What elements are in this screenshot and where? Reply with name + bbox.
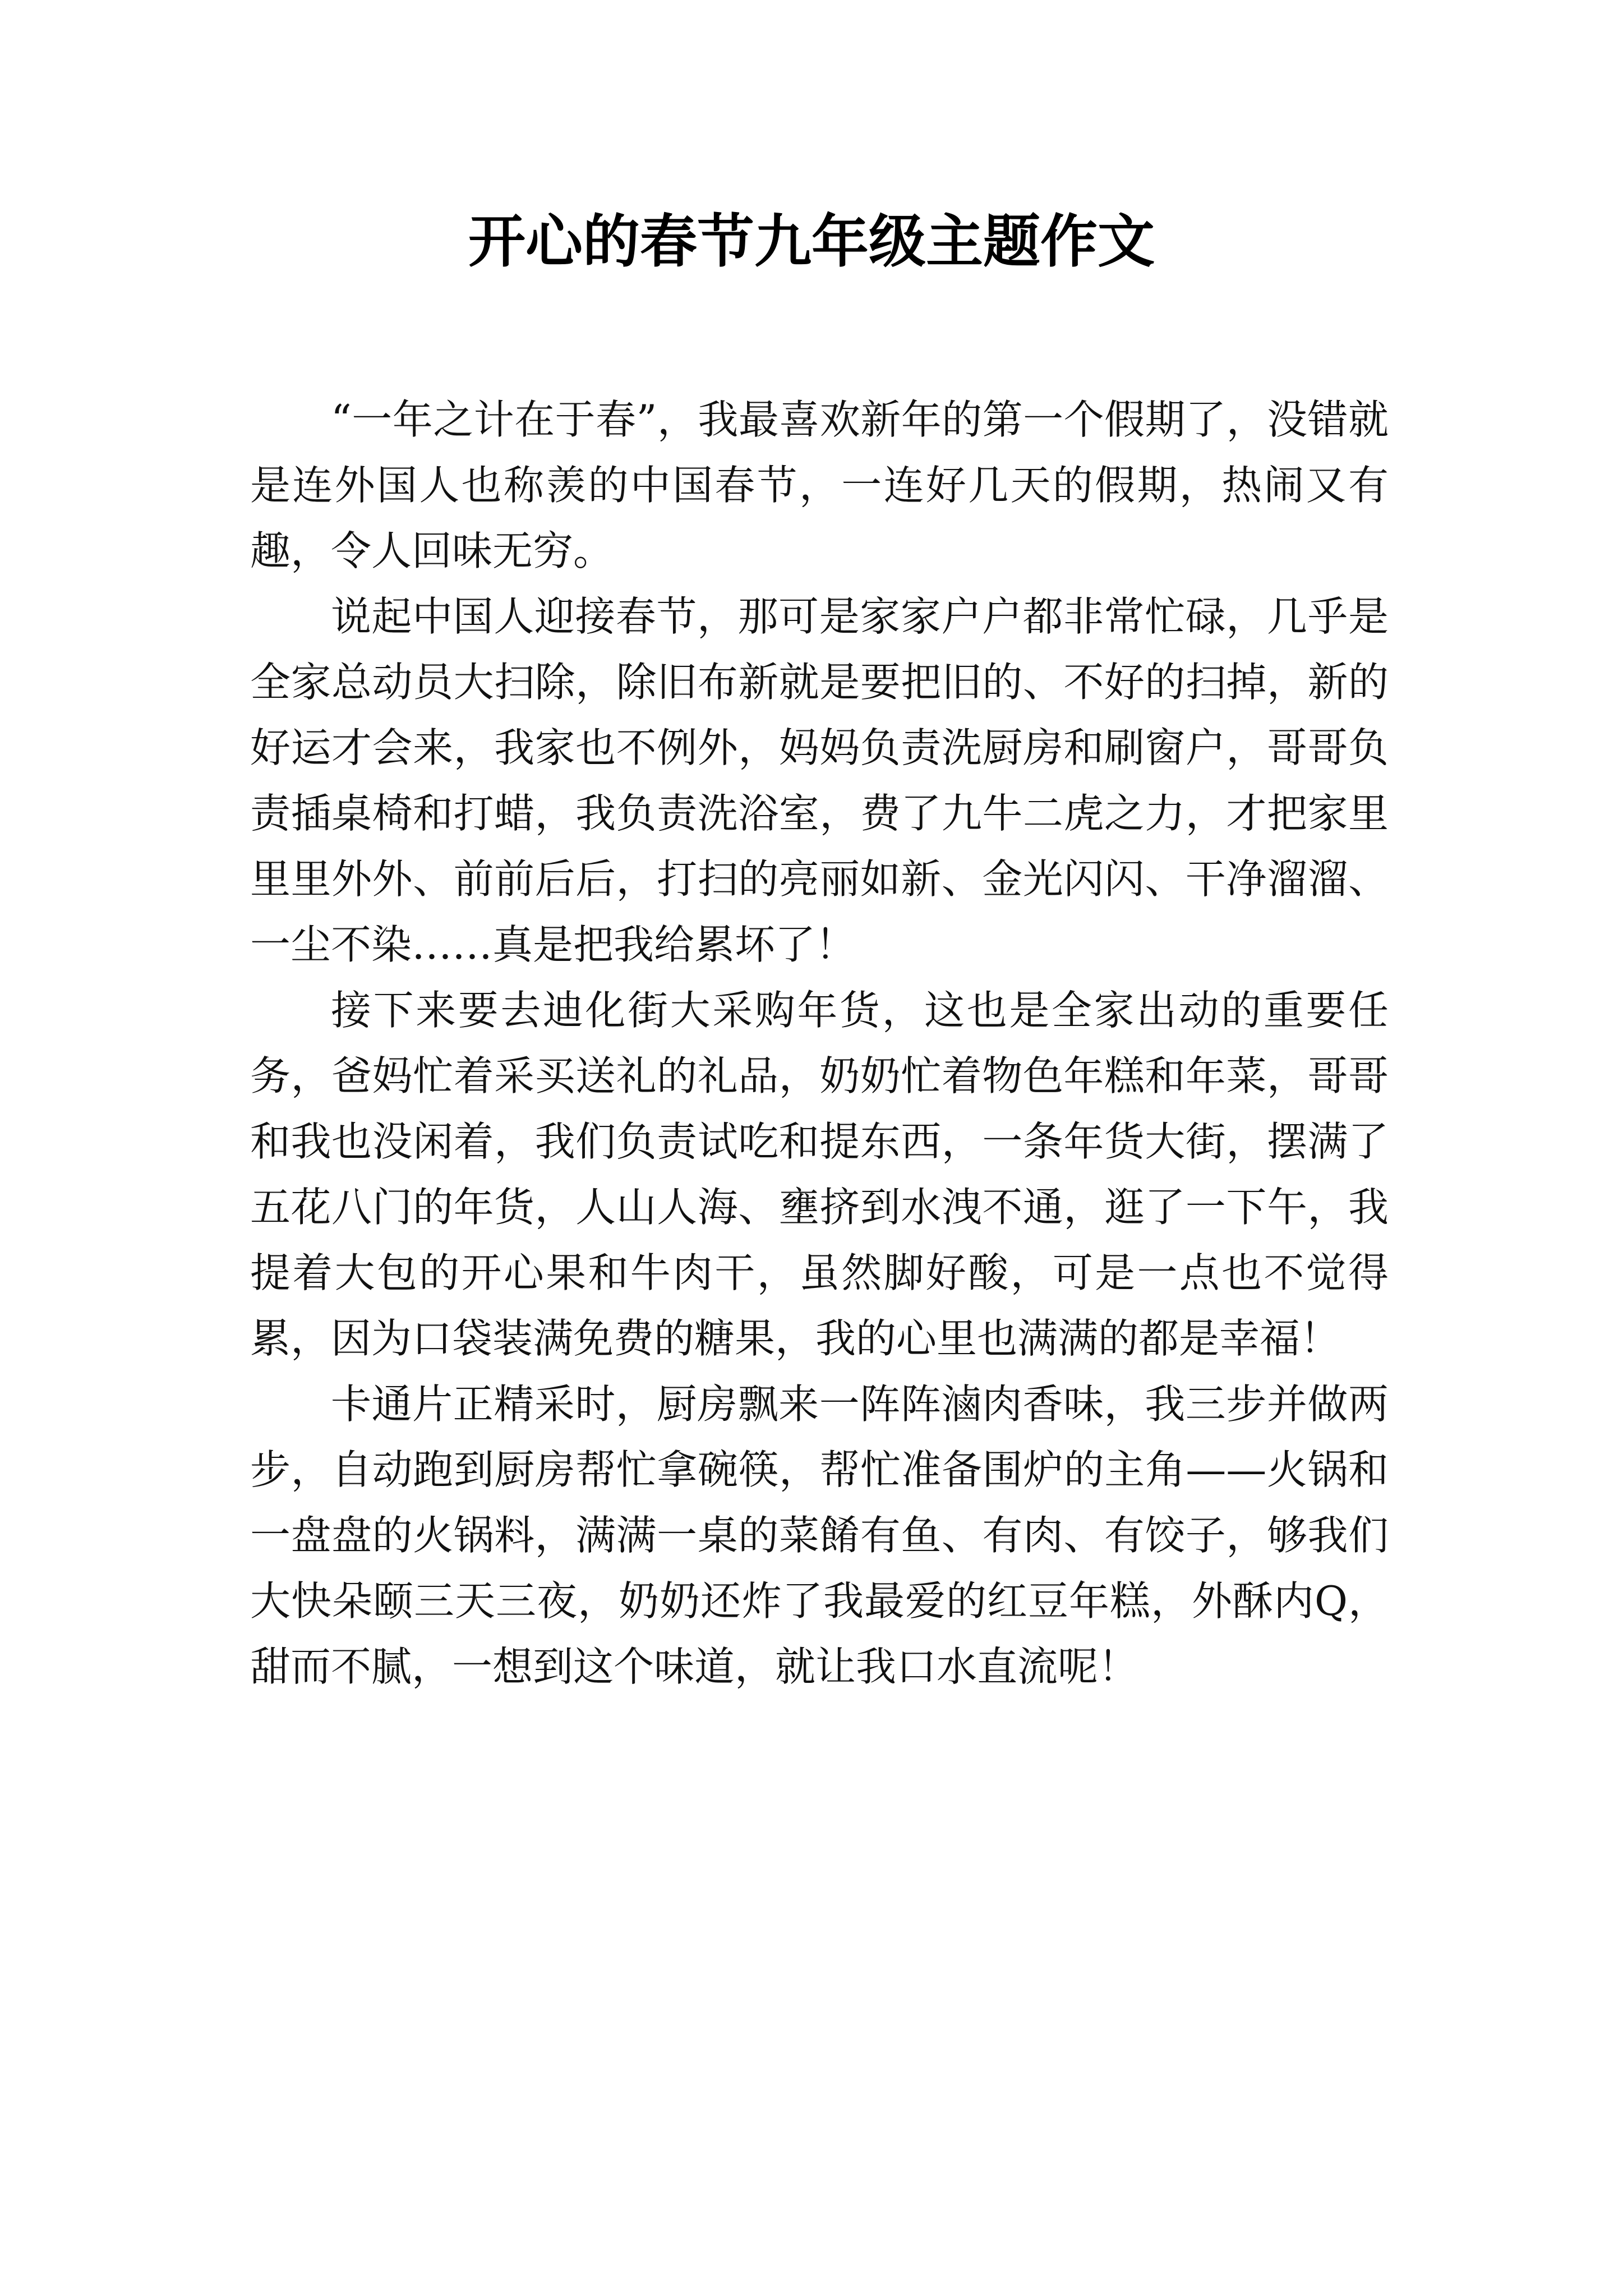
- page-title: 开心的春节九年级主题作文: [468, 209, 1155, 275]
- paragraph-3: 接下来要去迪化街大采购年货，这也是全家出动的重要任务，爸妈忙着采买送礼的礼品，奶奶忙着物色年糕和年菜，哥哥和我也没闲着，我们负责试吃和提东西，一条年货大街，摆满了五花八门的年货，人山人海、壅挤到水洩不通，逛了一下午，我提着大包的开心果和牛肉干，虽然脚好酸，可是一点也不觉得累，因为口袋装满免费的糖果，我的心里也满满的都是幸福！: [250, 987, 1389, 1362]
- paragraph-2: 说起中国人迎接春节，那可是家家户户都非常忙碌，几乎是全家总动员大扫除，除旧布新就是要把旧的、不好的扫掉，新的好运才会来，我家也不例外，妈妈负责洗厨房和刷窗户，哥哥负责插桌椅和打蜡，我负责洗浴室，费了九牛二虎之力，才把家里里里外外、前前后后，打扫的亮丽如新、金光闪闪、干净溜溜、一尘不染……真是把我给累坏了！: [250, 593, 1389, 968]
- paragraph-1: “一年之计在于春”，我最喜欢新年的第一个假期了，没错就是连外国人也称羡的中国春节，一连好几天的假期，热闹又有趣，令人回味无穷。: [250, 396, 1389, 574]
- paragraph-4: 卡通片正精采时，厨房飘来一阵阵滷肉香味，我三步并做两步，自动跑到厨房帮忙拿碗筷，帮忙准备围炉的主角——火锅和一盘盘的火锅料，满满一桌的菜餚有鱼、有肉、有饺子，够我们大快朵颐三天三夜，奶奶还炸了我最爱的红豆年糕，外酥内Q，甜而不腻，一想到这个味道，就让我口水直流呢！: [250, 1381, 1389, 1690]
- essay-body: [250, 387, 1389, 1700]
